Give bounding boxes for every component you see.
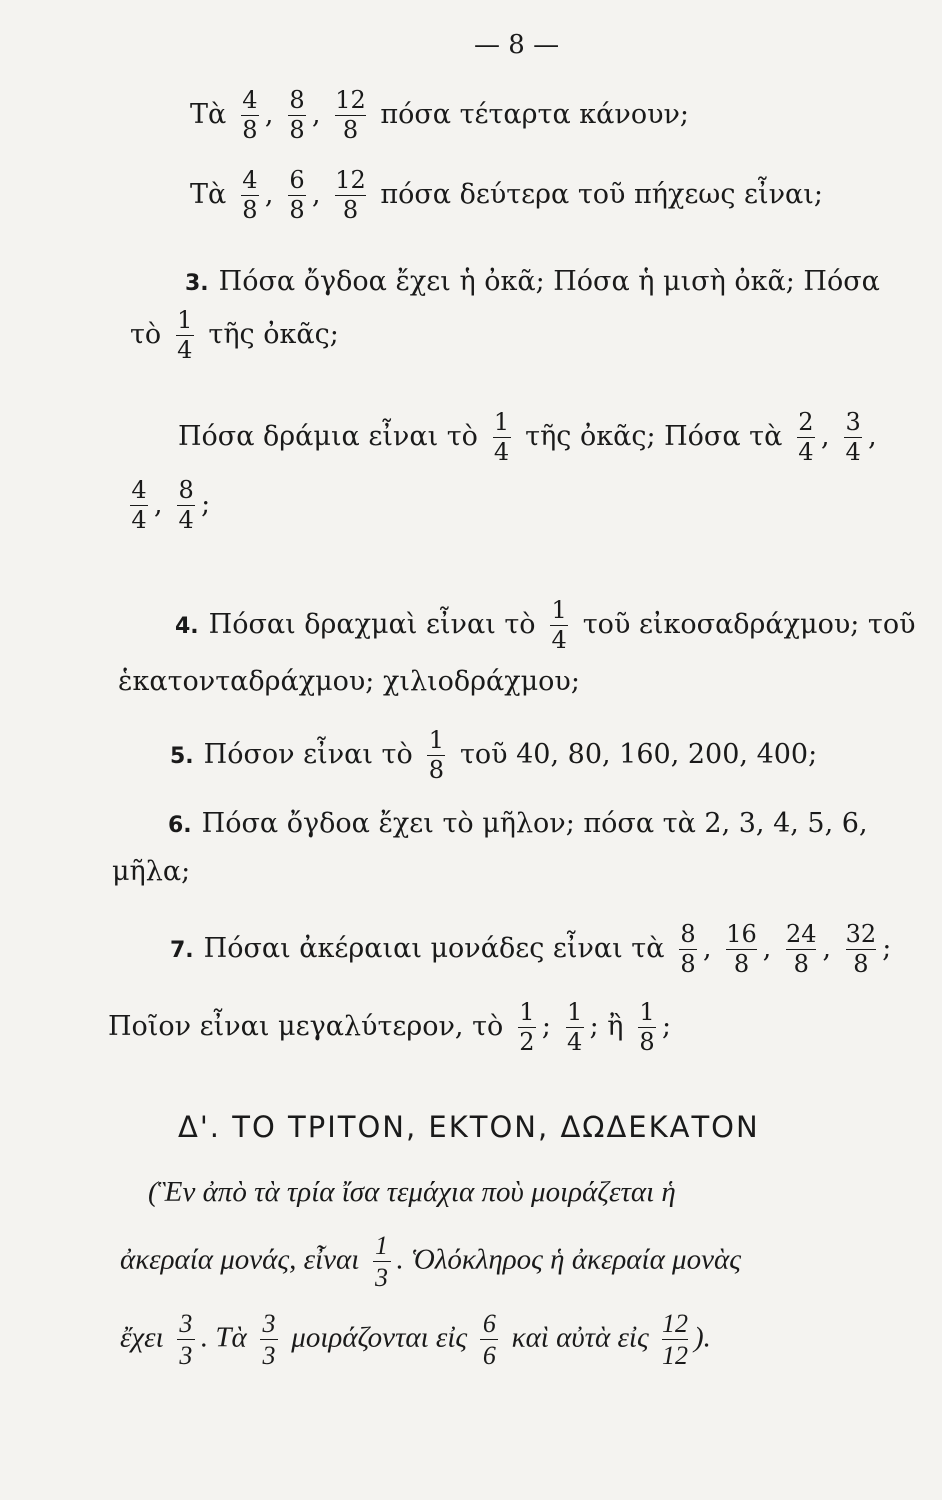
fraction: $\frac{16}{8}$ (726, 920, 757, 979)
fraction: $\frac{32}{8}$ (845, 920, 877, 979)
text: Τὰ (190, 179, 227, 211)
fraction: $\frac{2}{4}$ (798, 408, 814, 467)
fraction: $\frac{12}{8}$ (335, 166, 366, 225)
text: Τὰ (190, 99, 227, 131)
page-number: — 8 — (474, 30, 560, 60)
fraction: $\frac{1}{4}$ (551, 596, 567, 655)
fraction: $\frac{12}{12}$ (662, 1309, 688, 1371)
fraction: $\frac{4}{8}$ (242, 86, 258, 145)
exercise-4-line-2: ἑκατονταδράχμου; χιλιοδράχμου; (118, 666, 580, 697)
exercise-7-line-1: 7. Πόσαι ἀκέραιαι μονάδες εἶναι τὰ $\frac{8}{8}$ , $\frac{16}{8}$ , $\frac{24}{8}$ , $\frac{32}{8}$ ; (170, 920, 892, 979)
fraction: $\frac{1}{8}$ (639, 998, 655, 1057)
fraction: $\frac{3}{3}$ (177, 1310, 195, 1370)
fraction: $\frac{1}{3}$ (373, 1232, 391, 1292)
section-paragraph-line-1: (Ἓν ἀπὸ τὰ τρία ἴσα τεμάχια ποὺ μοιράζεται ἡ (148, 1176, 676, 1208)
exercise-6-line-1: 6. Πόσα ὄγδοα ἔχει τὸ μῆλον; πόσα τὰ 2, 3, 4, 5, 6, (168, 808, 868, 839)
fraction: $\frac{8}{4}$ (178, 476, 194, 535)
section-paragraph-line-3: ἔχει $\frac{3}{3}$ . Τὰ $\frac{3}{3}$ μοιράζονται εἰς $\frac{6}{6}$ καὶ αὐτὰ εἰς $\frac{12}{12}$ ). (120, 1309, 711, 1371)
exercise-3-line-1 (185, 268, 880, 295)
exercise-5: 5. Πόσον εἶναι τὸ $\frac{1}{8}$ τοῦ 40, 80, 160, 200, 400; (170, 726, 818, 785)
exercise-number: 6. (168, 813, 192, 838)
exercise-3-line-4: $\frac{4}{4}$ , $\frac{8}{4}$ ; (131, 476, 211, 535)
fraction: $\frac{6}{6}$ (480, 1310, 498, 1370)
fraction: $\frac{6}{8}$ (289, 166, 305, 225)
fraction: $\frac{8}{8}$ (680, 920, 696, 979)
exercise-number: 7. (170, 938, 194, 964)
exercise-3-line-2: τὸ $\frac{1}{4}$ τῆς ὀκᾶς; (130, 306, 339, 365)
fraction: $\frac{8}{8}$ (289, 86, 305, 145)
text: Πόσα ὄγδοα ἔχει ἡ ὀκᾶ; Πόσα ἡ μισὴ ὀκᾶ; Πόσα (218, 266, 880, 297)
fraction: $\frac{1}{8}$ (428, 726, 444, 785)
exercise-6-line-2: μῆλα; (112, 856, 191, 887)
exercise-number: 4. (175, 614, 199, 640)
fraction: $\frac{1}{4}$ (177, 306, 193, 365)
section-paragraph-line-2: ἀκεραία μονάς, εἶναι $\frac{1}{3}$ . Ὁλόκληρος ἡ ἀκεραία μονὰς (120, 1231, 741, 1293)
fraction: $\frac{4}{4}$ (131, 476, 147, 535)
exercise-number: 3. (185, 271, 209, 296)
fraction: $\frac{1}{2}$ (519, 998, 535, 1057)
fraction: $\frac{3}{4}$ (845, 408, 861, 467)
fraction: $\frac{1}{4}$ (493, 408, 510, 467)
question-halves: Τὰ $\frac{4}{8}$ , $\frac{6}{8}$ , $\frac{12}{8}$ πόσα δεύτερα τοῦ πήχεως εἶναι; (190, 166, 823, 225)
text: πόσα δεύτερα τοῦ πήχεως εἶναι; (380, 179, 823, 211)
exercise-4-line-1: 4. Πόσαι δραχμαὶ εἶναι τὸ $\frac{1}{4}$ τοῦ εἰκοσαδράχμου; τοῦ (175, 596, 916, 655)
exercise-3-line-3: Πόσα δράμια εἶναι τὸ $\frac{1}{4}$ τῆς ὀκᾶς; Πόσα τὰ $\frac{2}{4}$ , $\frac{3}{4}$ , (178, 408, 877, 467)
fraction: $\frac{12}{8}$ (335, 86, 366, 145)
text: πόσα τέταρτα κάνουν; (380, 99, 689, 131)
fraction: $\frac{3}{3}$ (260, 1310, 278, 1370)
fraction: $\frac{4}{8}$ (242, 166, 258, 225)
exercise-7-line-2: Ποῖον εἶναι μεγαλύτερον, τὸ $\frac{1}{2}$ ; $\frac{1}{4}$ ; ἢ $\frac{1}{8}$ ; (108, 998, 672, 1057)
question-quarters: Τὰ $\frac{4}{8}$ , $\frac{8}{8}$ , $\frac{12}{8}$ πόσα τέταρτα κάνουν; (190, 86, 689, 145)
section-heading: Δ'. ΤΟ ΤΡΙΤΟΝ, ΕΚΤΟΝ, ΔΩΔΕΚΑΤΟΝ (178, 1110, 760, 1144)
exercise-number: 5. (170, 744, 194, 770)
fraction: $\frac{1}{4}$ (566, 998, 583, 1057)
fraction: $\frac{24}{8}$ (785, 920, 817, 979)
